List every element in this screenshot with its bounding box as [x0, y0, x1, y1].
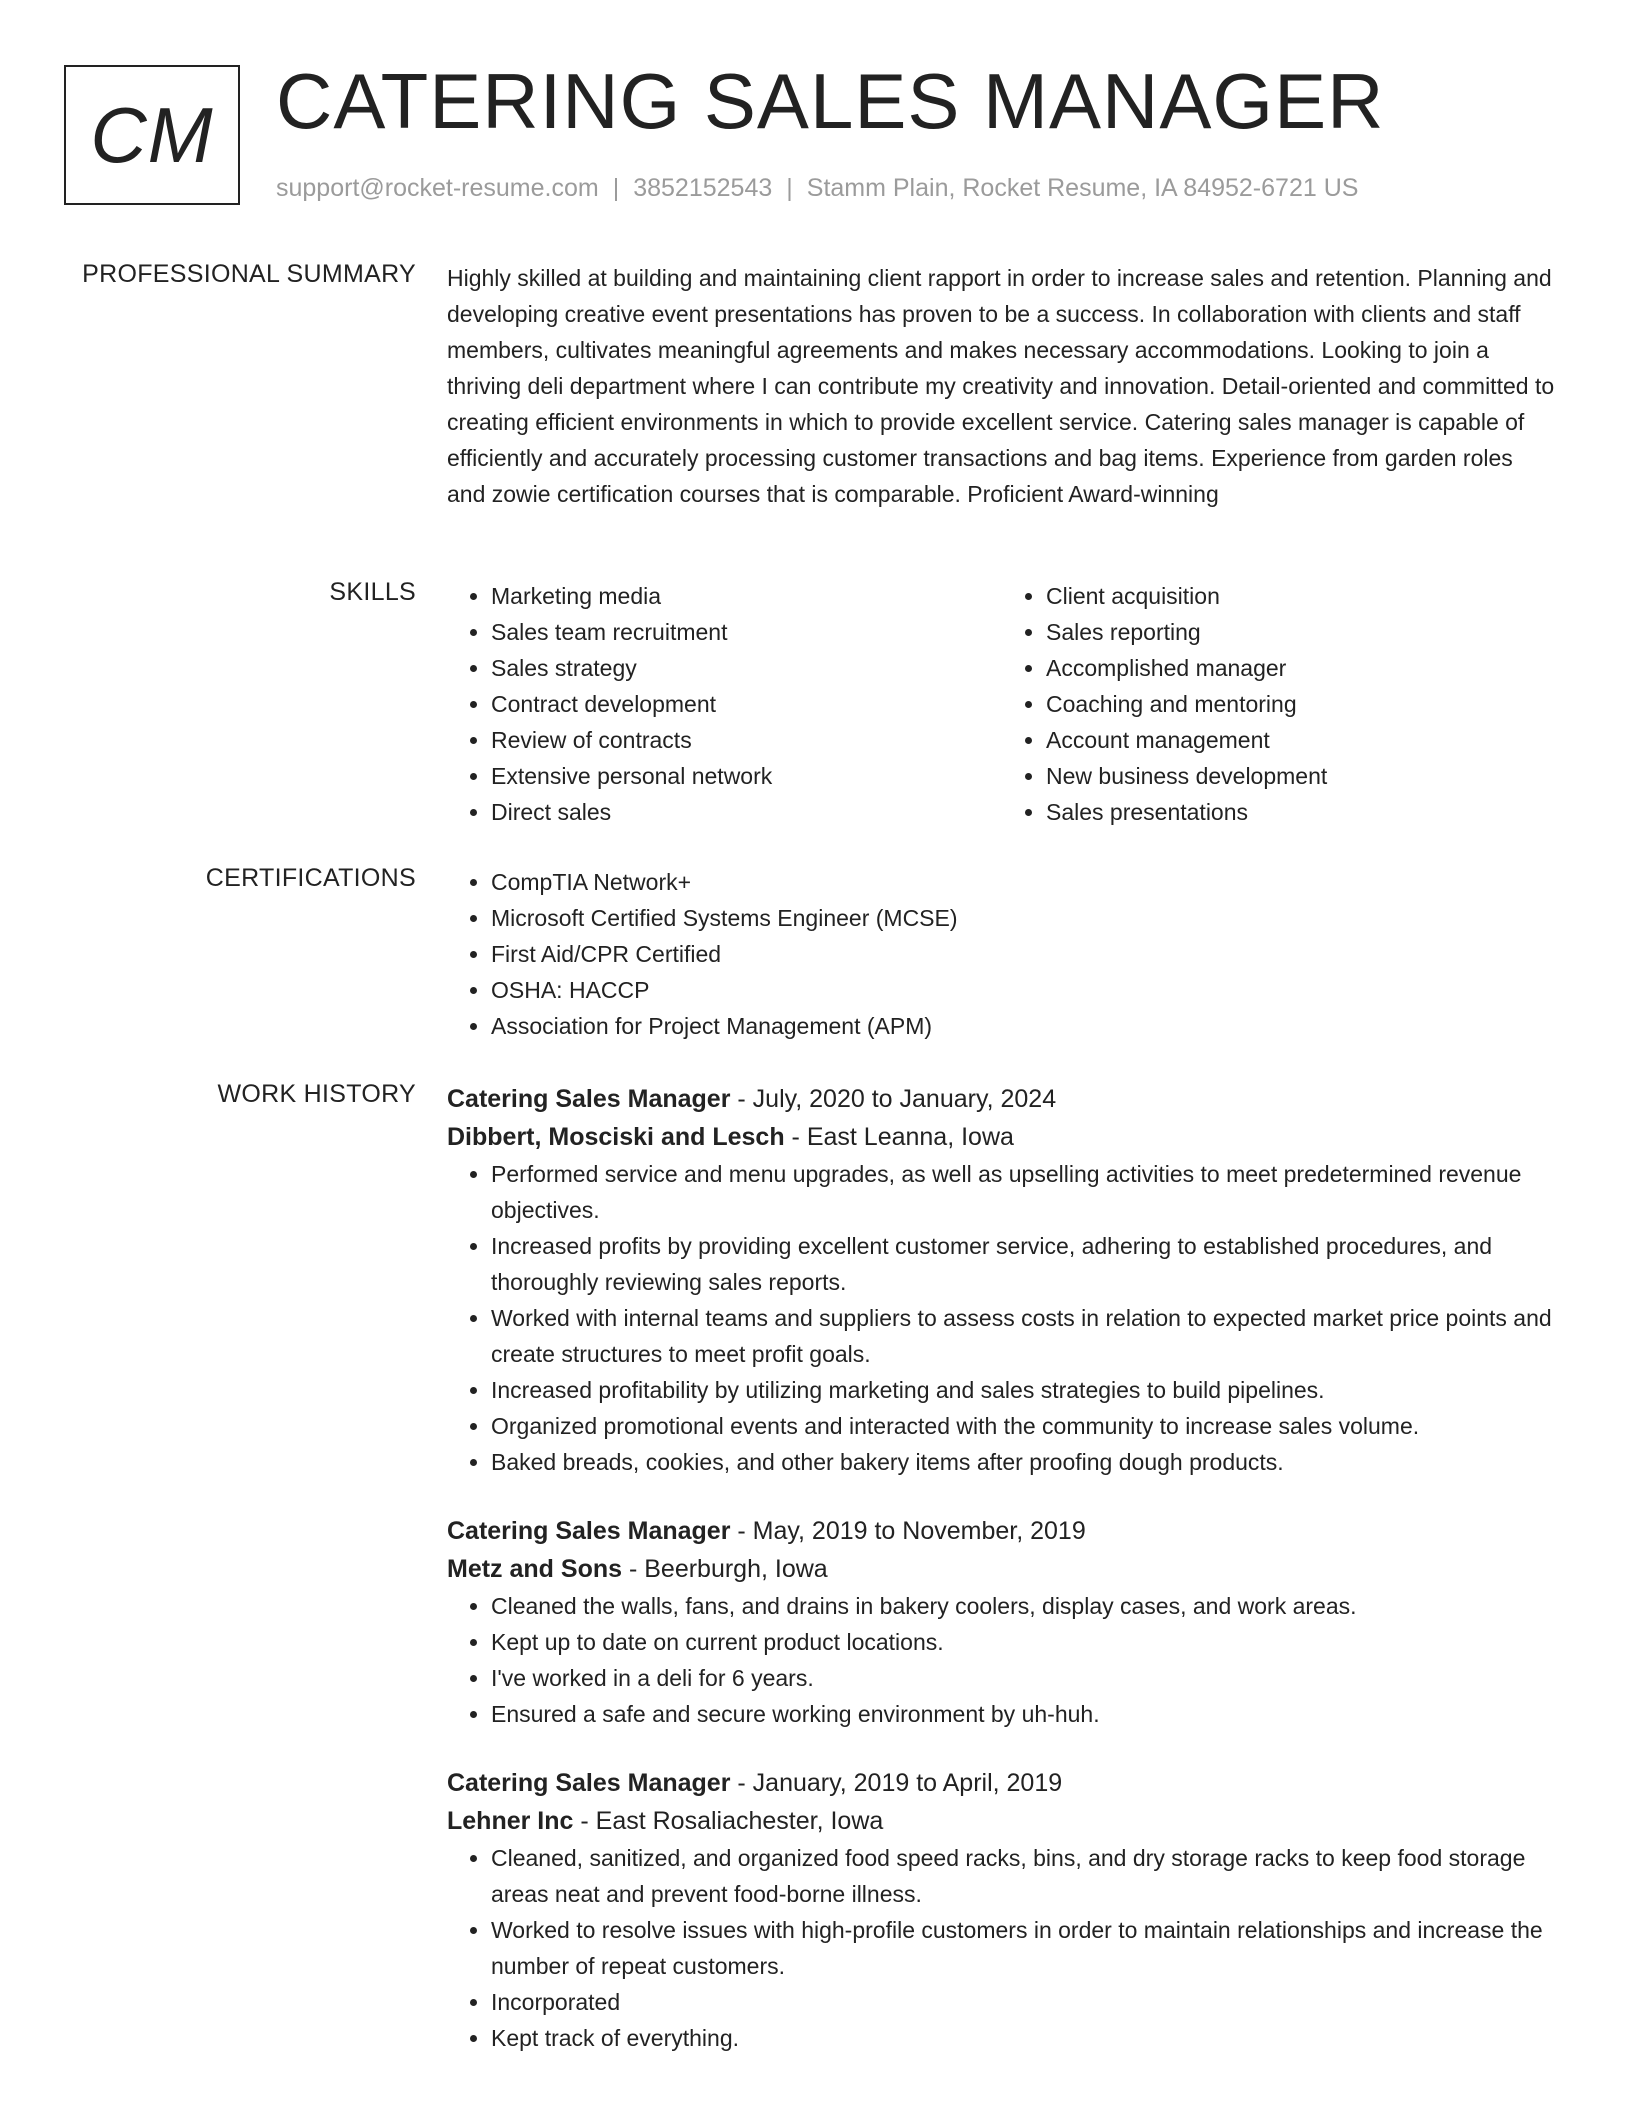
certification-item: • Association for Project Management (APM)	[491, 1008, 1557, 1044]
job-title-line	[447, 1512, 1557, 1550]
skill-item: • Sales presentations	[1046, 794, 1557, 830]
skill-item: • Marketing media	[491, 578, 1002, 614]
monogram-initials: CM	[64, 65, 240, 205]
job-bullet: • Organized promotional events and interacted with the community to increase sales volume.	[491, 1408, 1557, 1444]
skill-item: • Sales team recruitment	[491, 614, 1002, 650]
summary-heading: PROFESSIONAL SUMMARY	[82, 260, 416, 288]
job-dates: - May, 2019 to November, 2019	[737, 1517, 1086, 1545]
work-history-heading: WORK HISTORY	[217, 1080, 416, 1108]
skills-list-right	[1002, 578, 1557, 830]
job-bullet: • Cleaned, sanitized, and organized food speed racks, bins, and dry storage racks to keep food storage areas neat and prevent food-borne illness.	[491, 1840, 1557, 1912]
skill-item: • Sales reporting	[1046, 614, 1557, 650]
certification-item: • CompTIA Network+	[491, 864, 1557, 900]
job-bullet: • Worked to resolve issues with high-profile customers in order to maintain relationships and increase the number of repeat customers.	[491, 1912, 1557, 1984]
job-dates: - July, 2020 to January, 2024	[737, 1085, 1057, 1113]
skill-item: • Sales strategy	[491, 650, 1002, 686]
job-title-line	[447, 1080, 1557, 1118]
skill-item: • Client acquisition	[1046, 578, 1557, 614]
job-entry	[447, 1764, 1557, 2056]
certification-item: • Microsoft Certified Systems Engineer (MCSE)	[491, 900, 1557, 936]
job-bullet: • Increased profitability by utilizing marketing and sales strategies to build pipelines.	[491, 1372, 1557, 1408]
job-bullet: • Increased profits by providing excellent customer service, adhering to established procedures, and thoroughly reviewing sales reports.	[491, 1228, 1557, 1300]
summary-text: Highly skilled at building and maintaining client rapport in order to increase sales and retention. Planning and developing creative event presentations has proven to be a success. In collaboration with clients and staff members, cultivates meaningful agreements and makes necessary accommodations. Looking to join a thriving deli department where I can contribute my creativity and innovation. Detail-oriented and committed to creating efficient environments in which to provide excellent service. Catering sales manager is capable of efficiently and accurately processing customer transactions and bag items. Experience from garden roles and zowie certification courses that is comparable. Proficient Award-winning	[447, 265, 1555, 507]
skill-item: • Coaching and mentoring	[1046, 686, 1557, 722]
job-title: Catering Sales Manager	[447, 1517, 731, 1545]
job-bullets	[447, 1588, 1557, 1732]
job-title: Catering Sales Manager	[447, 1769, 731, 1797]
skill-item: • Account management	[1046, 722, 1557, 758]
job-company-line	[447, 1802, 1557, 1840]
job-company: Lehner Inc	[447, 1807, 574, 1835]
job-company: Metz and Sons	[447, 1555, 623, 1583]
job-bullet: • Cleaned the walls, fans, and drains in bakery coolers, display cases, and work areas.	[491, 1588, 1557, 1624]
certification-item: • OSHA: HACCP	[491, 972, 1557, 1008]
contact-separator: |	[612, 174, 620, 202]
job-company-line	[447, 1118, 1557, 1156]
resume-title: CATERING SALES MANAGER	[276, 57, 1385, 145]
skill-item: • New business development	[1046, 758, 1557, 794]
skill-item: • Contract development	[491, 686, 1002, 722]
contact-address: Stamm Plain, Rocket Resume, IA 84952-6721 US	[806, 174, 1359, 202]
job-title-line	[447, 1764, 1557, 1802]
skill-item: • Review of contracts	[491, 722, 1002, 758]
job-bullet: • Incorporated	[491, 1984, 1557, 2020]
job-bullet: • Ensured a safe and secure working environment by uh-huh.	[491, 1696, 1557, 1732]
job-bullet: • Kept up to date on current product locations.	[491, 1624, 1557, 1660]
certifications-heading: CERTIFICATIONS	[205, 864, 416, 892]
skill-item: • Accomplished manager	[1046, 650, 1557, 686]
skill-item: • Direct sales	[491, 794, 1002, 830]
job-location: - Beerburgh, Iowa	[628, 1555, 828, 1583]
contact-line	[276, 174, 1358, 203]
job-company-line	[447, 1550, 1557, 1588]
job-bullets	[447, 1840, 1557, 2056]
job-bullet: • Worked with internal teams and suppliers to assess costs in relation to expected market price points and create structures to meet profit goals.	[491, 1300, 1557, 1372]
certifications-list	[447, 864, 1557, 1044]
skill-item: • Extensive personal network	[491, 758, 1002, 794]
job-bullet: • Baked breads, cookies, and other bakery items after proofing dough products.	[491, 1444, 1557, 1480]
job-title: Catering Sales Manager	[447, 1085, 731, 1113]
contact-phone: 3852152543	[633, 174, 773, 202]
job-company: Dibbert, Mosciski and Lesch	[447, 1123, 785, 1151]
certification-item: • First Aid/CPR Certified	[491, 936, 1557, 972]
job-bullet: • I've worked in a deli for 6 years.	[491, 1660, 1557, 1696]
job-dates: - January, 2019 to April, 2019	[737, 1769, 1063, 1797]
skills-heading: SKILLS	[329, 578, 416, 606]
job-entry	[447, 1080, 1557, 1480]
job-location: - East Leanna, Iowa	[791, 1123, 1014, 1151]
job-bullet: • Kept track of everything.	[491, 2020, 1557, 2056]
job-entry	[447, 1512, 1557, 1732]
contact-separator: |	[786, 174, 793, 202]
job-bullets	[447, 1156, 1557, 1480]
job-bullet: • Performed service and menu upgrades, as well as upselling activities to meet predetermined revenue objectives.	[491, 1156, 1557, 1228]
skills-list-left	[447, 578, 1002, 830]
job-location: - East Rosaliachester, Iowa	[580, 1807, 884, 1835]
contact-email: support@rocket-resume.com	[276, 174, 599, 202]
